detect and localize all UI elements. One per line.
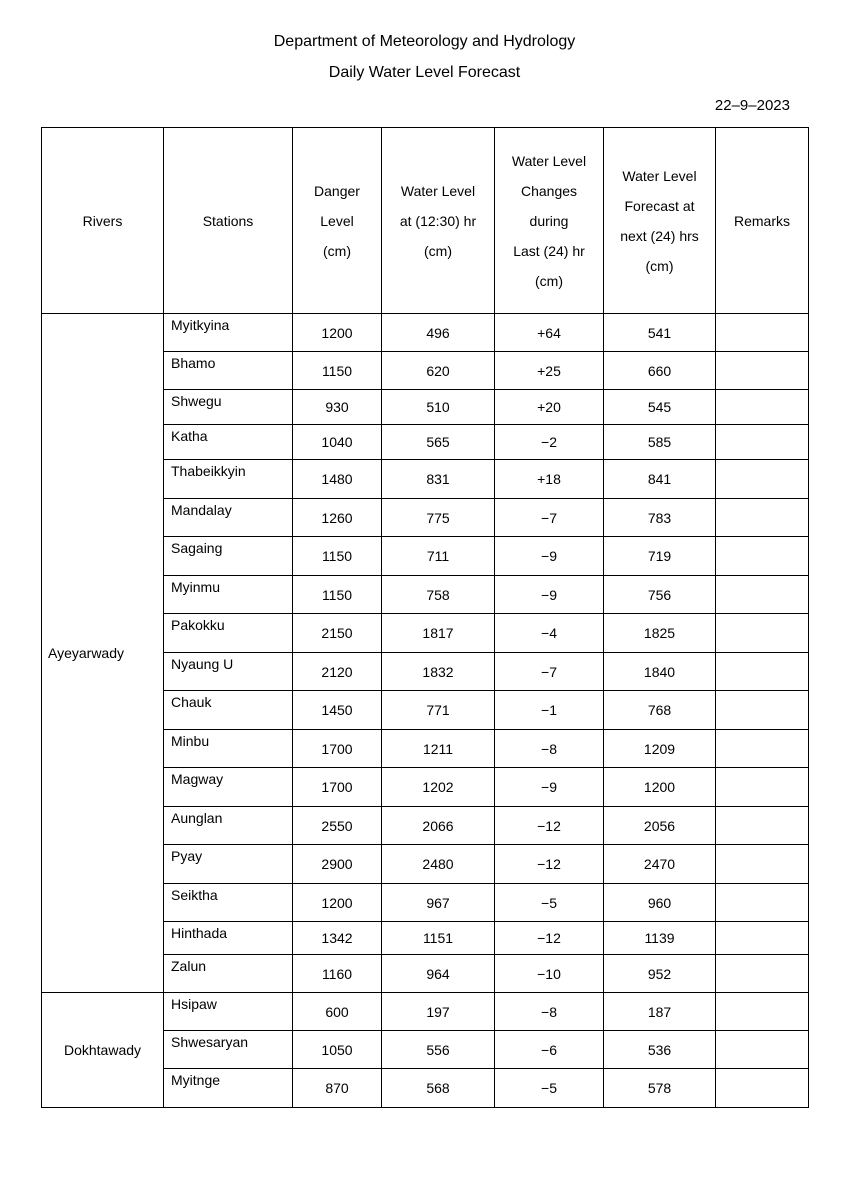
danger-level: 1160 bbox=[293, 955, 382, 993]
header-danger-line: Level bbox=[320, 212, 354, 229]
report-date: 22–9–2023 bbox=[714, 97, 790, 114]
danger-level: 930 bbox=[293, 390, 382, 425]
remarks bbox=[716, 460, 809, 499]
table-row bbox=[42, 314, 809, 352]
header-change-line: Water Level bbox=[511, 152, 587, 169]
water-level: 771 bbox=[382, 691, 495, 730]
header-level-line: Water Level bbox=[400, 182, 476, 199]
level-change: −9 bbox=[495, 537, 604, 576]
header-stations: Stations bbox=[164, 128, 293, 314]
header-change-line: Last (24) hr bbox=[513, 242, 585, 259]
page-subtitle: Daily Water Level Forecast bbox=[328, 64, 521, 81]
level-change: +25 bbox=[495, 352, 604, 390]
danger-level: 1200 bbox=[293, 884, 382, 922]
danger-level: 2550 bbox=[293, 807, 382, 845]
station-name: Mandalay bbox=[164, 499, 293, 537]
remarks bbox=[716, 993, 809, 1031]
level-change: −5 bbox=[495, 884, 604, 922]
level-forecast: 2056 bbox=[604, 807, 716, 845]
danger-level: 1150 bbox=[293, 576, 382, 614]
remarks bbox=[716, 576, 809, 614]
level-forecast: 841 bbox=[604, 460, 716, 499]
station-name: Magway bbox=[164, 768, 293, 807]
station-name: Thabeikkyin bbox=[164, 460, 293, 499]
level-forecast: 2470 bbox=[604, 845, 716, 884]
level-change: −8 bbox=[495, 993, 604, 1031]
station-name: Shwegu bbox=[164, 390, 293, 425]
level-change: +20 bbox=[495, 390, 604, 425]
level-forecast: 952 bbox=[604, 955, 716, 993]
station-name: Hsipaw bbox=[164, 993, 293, 1031]
water-level: 967 bbox=[382, 884, 495, 922]
level-forecast: 1825 bbox=[604, 614, 716, 653]
remarks bbox=[716, 922, 809, 955]
level-change: −9 bbox=[495, 576, 604, 614]
header-forecast-line: (cm) bbox=[645, 257, 674, 274]
level-forecast: 1139 bbox=[604, 922, 716, 955]
danger-level: 1260 bbox=[293, 499, 382, 537]
remarks bbox=[716, 730, 809, 768]
station-name: Pyay bbox=[164, 845, 293, 884]
danger-level: 1450 bbox=[293, 691, 382, 730]
level-change: −12 bbox=[495, 807, 604, 845]
header-forecast-line: Forecast at bbox=[624, 197, 695, 214]
header-change-line: (cm) bbox=[535, 272, 563, 289]
header-water-level bbox=[382, 128, 495, 314]
danger-level: 1480 bbox=[293, 460, 382, 499]
remarks bbox=[716, 653, 809, 691]
water-level: 775 bbox=[382, 499, 495, 537]
danger-level: 1150 bbox=[293, 537, 382, 576]
water-level: 2480 bbox=[382, 845, 495, 884]
level-change: −9 bbox=[495, 768, 604, 807]
level-forecast: 960 bbox=[604, 884, 716, 922]
header-forecast bbox=[604, 128, 716, 314]
danger-level: 2900 bbox=[293, 845, 382, 884]
header-level-line: at (12:30) hr bbox=[399, 212, 477, 229]
river-name: Dokhtawady bbox=[42, 993, 164, 1108]
remarks bbox=[716, 314, 809, 352]
level-change: −5 bbox=[495, 1069, 604, 1108]
danger-level: 1150 bbox=[293, 352, 382, 390]
remarks bbox=[716, 884, 809, 922]
remarks bbox=[716, 845, 809, 884]
remarks bbox=[716, 390, 809, 425]
header-remarks: Remarks bbox=[716, 128, 809, 314]
station-name: Sagaing bbox=[164, 537, 293, 576]
level-forecast: 768 bbox=[604, 691, 716, 730]
level-forecast: 545 bbox=[604, 390, 716, 425]
remarks bbox=[716, 352, 809, 390]
station-name: Minbu bbox=[164, 730, 293, 768]
level-change: −6 bbox=[495, 1031, 604, 1069]
water-level: 711 bbox=[382, 537, 495, 576]
page-title: Department of Meteorology and Hydrology bbox=[273, 33, 576, 50]
station-name: Myinmu bbox=[164, 576, 293, 614]
water-level: 496 bbox=[382, 314, 495, 352]
remarks bbox=[716, 614, 809, 653]
danger-level: 2150 bbox=[293, 614, 382, 653]
danger-level: 1200 bbox=[293, 314, 382, 352]
header-danger-line: (cm) bbox=[323, 242, 351, 259]
danger-level: 1050 bbox=[293, 1031, 382, 1069]
level-forecast: 541 bbox=[604, 314, 716, 352]
water-level: 964 bbox=[382, 955, 495, 993]
danger-level: 600 bbox=[293, 993, 382, 1031]
level-change: −7 bbox=[495, 653, 604, 691]
remarks bbox=[716, 768, 809, 807]
remarks bbox=[716, 691, 809, 730]
water-level: 568 bbox=[382, 1069, 495, 1108]
station-name: Katha bbox=[164, 425, 293, 460]
level-change: −7 bbox=[495, 499, 604, 537]
remarks bbox=[716, 955, 809, 993]
level-change: +64 bbox=[495, 314, 604, 352]
danger-level: 1040 bbox=[293, 425, 382, 460]
station-name: Myitkyina bbox=[164, 314, 293, 352]
level-change: −8 bbox=[495, 730, 604, 768]
remarks bbox=[716, 425, 809, 460]
level-forecast: 187 bbox=[604, 993, 716, 1031]
level-forecast: 1209 bbox=[604, 730, 716, 768]
level-change: −4 bbox=[495, 614, 604, 653]
level-change: −12 bbox=[495, 845, 604, 884]
water-level: 831 bbox=[382, 460, 495, 499]
station-name: Myitnge bbox=[164, 1069, 293, 1108]
water-level: 758 bbox=[382, 576, 495, 614]
station-name: Aunglan bbox=[164, 807, 293, 845]
level-change: −10 bbox=[495, 955, 604, 993]
level-change: −1 bbox=[495, 691, 604, 730]
water-level: 1151 bbox=[382, 922, 495, 955]
water-level: 1202 bbox=[382, 768, 495, 807]
water-level: 620 bbox=[382, 352, 495, 390]
water-level: 2066 bbox=[382, 807, 495, 845]
level-forecast: 783 bbox=[604, 499, 716, 537]
danger-level: 870 bbox=[293, 1069, 382, 1108]
header-danger-level bbox=[293, 128, 382, 314]
danger-level: 1700 bbox=[293, 730, 382, 768]
header-level-line: (cm) bbox=[424, 242, 452, 259]
station-name: Shwesaryan bbox=[164, 1031, 293, 1069]
header-danger-line: Danger bbox=[314, 182, 360, 199]
station-name: Bhamo bbox=[164, 352, 293, 390]
remarks bbox=[716, 1031, 809, 1069]
station-name: Zalun bbox=[164, 955, 293, 993]
level-change: +18 bbox=[495, 460, 604, 499]
header-level-changes bbox=[495, 128, 604, 314]
water-level: 556 bbox=[382, 1031, 495, 1069]
station-name: Pakokku bbox=[164, 614, 293, 653]
level-forecast: 660 bbox=[604, 352, 716, 390]
level-forecast: 1200 bbox=[604, 768, 716, 807]
level-forecast: 1840 bbox=[604, 653, 716, 691]
danger-level: 2120 bbox=[293, 653, 382, 691]
station-name: Hinthada bbox=[164, 922, 293, 955]
header-forecast-line: Water Level bbox=[622, 167, 697, 184]
remarks bbox=[716, 807, 809, 845]
water-level: 197 bbox=[382, 993, 495, 1031]
level-forecast: 585 bbox=[604, 425, 716, 460]
level-forecast: 756 bbox=[604, 576, 716, 614]
level-change: −2 bbox=[495, 425, 604, 460]
station-name: Nyaung U bbox=[164, 653, 293, 691]
remarks bbox=[716, 537, 809, 576]
water-level: 1832 bbox=[382, 653, 495, 691]
remarks bbox=[716, 1069, 809, 1108]
header-change-line: Changes bbox=[520, 182, 578, 199]
remarks bbox=[716, 499, 809, 537]
table-header-row bbox=[42, 128, 809, 314]
water-level: 1211 bbox=[382, 730, 495, 768]
station-name: Seiktha bbox=[164, 884, 293, 922]
danger-level: 1342 bbox=[293, 922, 382, 955]
water-level: 510 bbox=[382, 390, 495, 425]
header-rivers: Rivers bbox=[42, 128, 164, 314]
river-name: Ayeyarwady bbox=[42, 314, 164, 993]
table-body bbox=[42, 314, 809, 1108]
level-change: −12 bbox=[495, 922, 604, 955]
table-row bbox=[42, 993, 809, 1031]
level-forecast: 719 bbox=[604, 537, 716, 576]
danger-level: 1700 bbox=[293, 768, 382, 807]
water-level: 1817 bbox=[382, 614, 495, 653]
forecast-table bbox=[41, 127, 809, 1108]
water-level: 565 bbox=[382, 425, 495, 460]
station-name: Chauk bbox=[164, 691, 293, 730]
header-forecast-line: next (24) hrs bbox=[620, 227, 699, 244]
level-forecast: 578 bbox=[604, 1069, 716, 1108]
header-change-line: during bbox=[529, 212, 569, 229]
level-forecast: 536 bbox=[604, 1031, 716, 1069]
